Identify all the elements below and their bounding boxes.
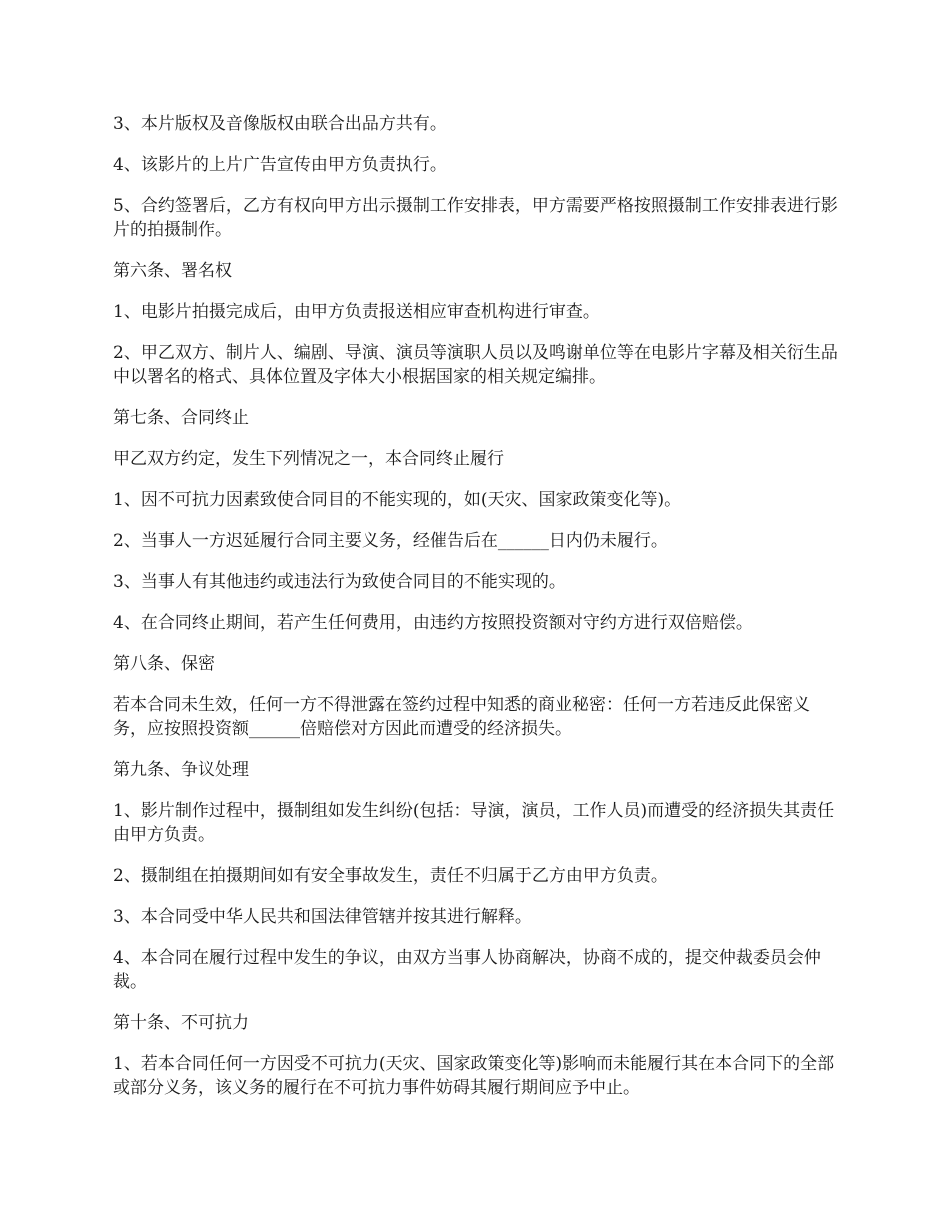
article-6-item-1: 1、电影片拍摄完成后，由甲方负责报送相应审查机构进行审查。 <box>113 302 600 322</box>
article-9-item-4: 4、本合同在履行过程中发生的争议，由双方当事人协商解决，协商不成的，提交仲裁委员会仲裁。 <box>113 948 821 992</box>
article-9-item-2: 2、摄制组在拍摄期间如有安全事故发生，责任不归属于乙方由甲方负责。 <box>113 866 668 886</box>
clause-copyright: 3、本片版权及音像版权由联合出品方共有。 <box>113 114 447 134</box>
article-7-item-1: 1、因不可抗力因素致使合同目的不能实现的，如(天灾、国家政策变化等)。 <box>113 490 682 510</box>
article-9-heading: 第九条、争议处理 <box>113 760 249 780</box>
document-body <box>113 112 843 1117</box>
article-9-item-3: 3、本合同受中华人民共和国法律管辖并按其进行解释。 <box>113 907 532 927</box>
article-9-item-1: 1、影片制作过程中，摄制组如发生纠纷(包括：导演，演员，工作人员)而遭受的经济损失其责任由甲方负责。 <box>113 801 835 845</box>
article-7-heading: 第七条、合同终止 <box>113 408 249 428</box>
article-10-heading: 第十条、不可抗力 <box>113 1013 249 1033</box>
article-7-intro: 甲乙双方约定，发生下列情况之一，本合同终止履行 <box>113 449 504 469</box>
article-7-item-4: 4、在合同终止期间，若产生任何费用，由违约方按照投资额对守约方进行双倍赔偿。 <box>113 613 753 633</box>
article-10-item-1: 1、若本合同任何一方因受不可抗力(天灾、国家政策变化等)影响而未能履行其在本合同下的全部或部分义务，该义务的履行在不可抗力事件妨碍其履行期间应予中止。 <box>113 1054 835 1098</box>
article-7-item-2: 2、当事人一方迟延履行合同主要义务，经催告后在______日内仍未履行。 <box>113 531 668 551</box>
article-7-item-3: 3、当事人有其他违约或违法行为致使合同目的不能实现的。 <box>113 572 566 592</box>
article-6-heading: 第六条、署名权 <box>113 261 232 281</box>
clause-schedule: 5、合约签署后，乙方有权向甲方出示摄制工作安排表，甲方需要严格按照摄制工作安排表进行影片的拍摄制作。 <box>113 196 838 240</box>
article-8-heading: 第八条、保密 <box>113 654 215 674</box>
article-6-item-2: 2、甲乙双方、制片人、编剧、导演、演员等演职人员以及鸣谢单位等在电影片字幕及相关衍生品中以署名的格式、具体位置及字体大小根据国家的相关规定编排。 <box>113 343 838 387</box>
article-8-body: 若本合同未生效，任何一方不得泄露在签约过程中知悉的商业秘密：任何一方若违反此保密义务，应按照投资额______倍赔偿对方因此而遭受的经济损失。 <box>113 695 810 739</box>
clause-advertising: 4、该影片的上片广告宣传由甲方负责执行。 <box>113 155 447 175</box>
